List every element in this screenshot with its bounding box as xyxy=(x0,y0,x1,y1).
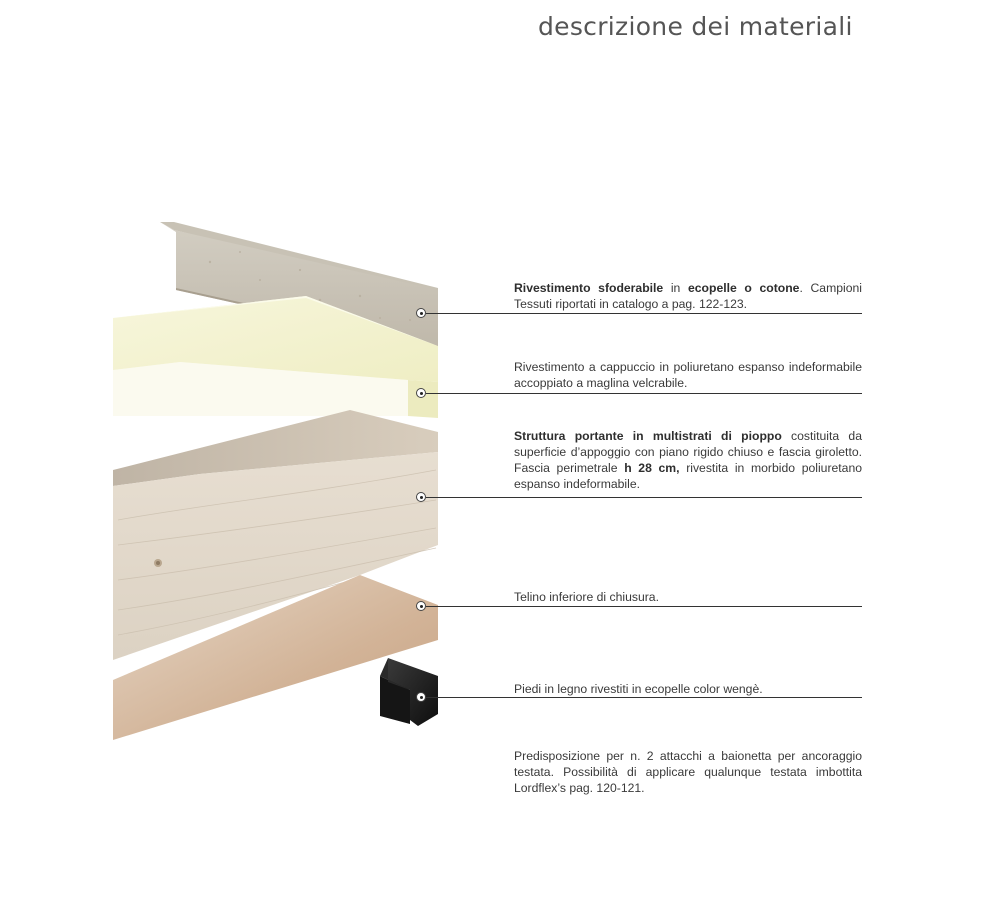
cover-description-text-1: in xyxy=(663,281,688,295)
cover-description-bold-1: Rivestimento sfoderabile xyxy=(514,281,664,295)
cloth-description-text: Telino inferiore di chiusura. xyxy=(514,590,659,604)
cover-description-bold-2: ecopelle o cotone xyxy=(688,281,800,295)
hood-marker-icon xyxy=(416,388,426,398)
structure-leader-line xyxy=(426,497,862,498)
cover-marker-icon xyxy=(416,308,426,318)
hood-description xyxy=(514,359,862,391)
foot-piece xyxy=(380,658,438,726)
structure-description xyxy=(514,428,862,492)
hood-leader-line xyxy=(426,393,862,394)
cover-description-text-2: . Campioni Tessuti riportati in catalogo a pag. 122-123. xyxy=(514,281,862,311)
feet-marker-icon xyxy=(416,692,426,702)
cloth-leader-line xyxy=(426,606,862,607)
cloth-description xyxy=(514,589,862,605)
page-title: descrizione dei materiali xyxy=(538,12,853,41)
structure-description-text-2: rivestita in morbido poliuretano espanso indeformabile. xyxy=(514,461,862,491)
structure-description-bold-1: Struttura portante in multistrati di pioppo xyxy=(514,429,782,443)
feet-leader-line xyxy=(426,697,862,698)
structure-description-text-1: costituita da superficie d’appoggio con piano rigido chiuso e fascia giroletto. Fascia perimetrale xyxy=(514,429,862,475)
feet-description-text: Piedi in legno rivestiti in ecopelle color wengè. xyxy=(514,682,763,696)
structure-marker-icon xyxy=(416,492,426,502)
structure-description-bold-2: h 28 cm, xyxy=(624,461,680,475)
cover-description xyxy=(514,280,862,312)
cloth-marker-icon xyxy=(416,601,426,611)
headboard-note-text: Predisposizione per n. 2 attacchi a baionetta per ancoraggio testata. Possibilità di applicare qualunque testata imbottita Lordflex’s pag. 120-121. xyxy=(514,749,862,795)
hood-description-text: Rivestimento a cappuccio in poliuretano espanso indeformabile accoppiato a maglina velcrabile. xyxy=(514,360,862,390)
cover-leader-line xyxy=(426,313,862,314)
headboard-note xyxy=(514,748,862,796)
feet-description xyxy=(514,681,862,697)
